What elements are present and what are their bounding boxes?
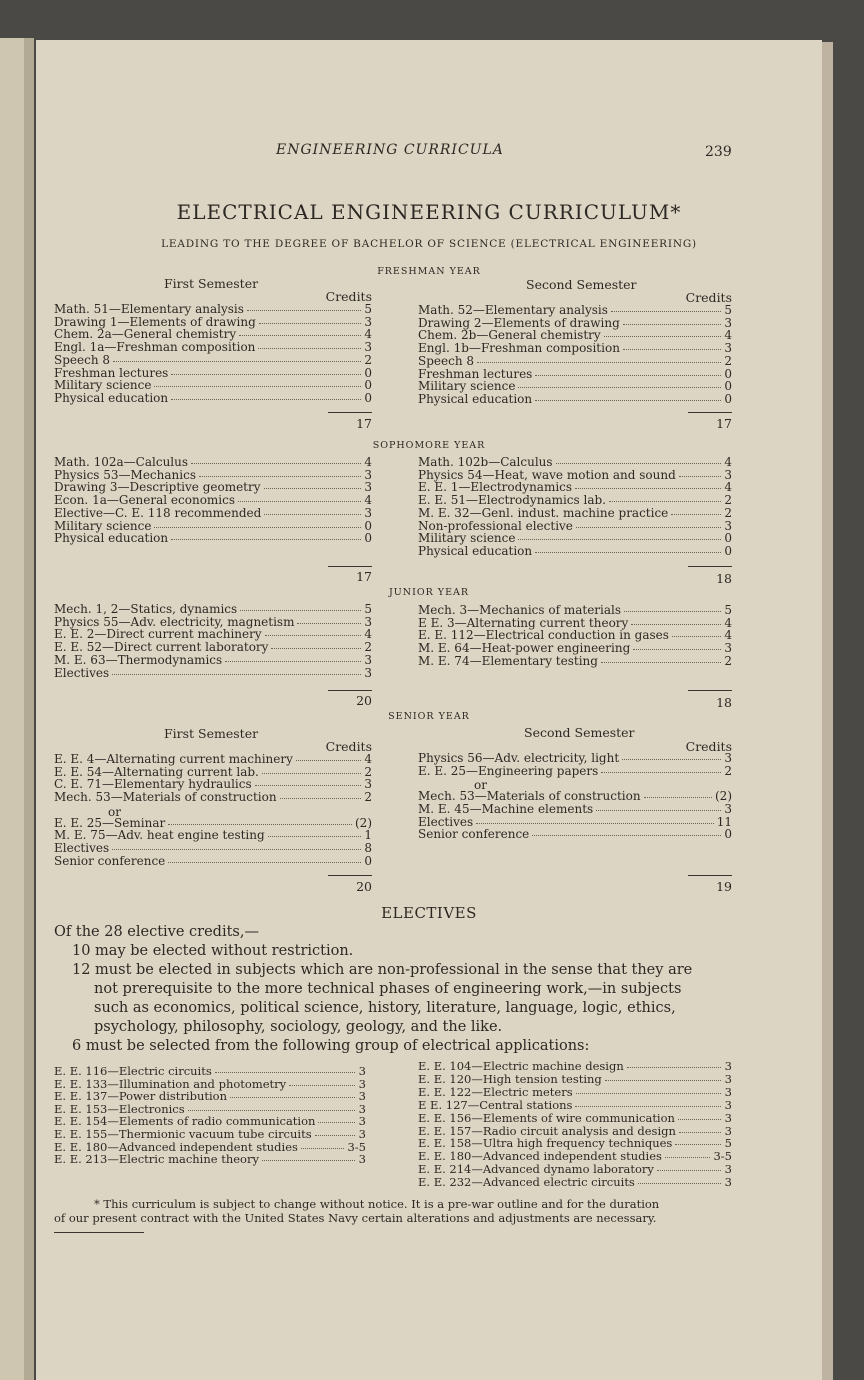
electives-rule-2-cont: psychology, philosophy, sociology, geology, and the like. [94, 1019, 503, 1035]
course-credits: 3 [724, 1071, 732, 1086]
dot-leader [532, 834, 721, 836]
course-credits: 3 [724, 1097, 732, 1112]
dot-leader [638, 1182, 721, 1184]
course-name: Senior conference [418, 827, 530, 842]
course-name: E E. 127—Central stations [418, 1097, 573, 1112]
credits-label-left: Credits [325, 739, 372, 754]
course-credits: 3 [724, 1084, 732, 1099]
course-name: E. E. 133—Illumination and photometry [54, 1076, 287, 1091]
course-credits: 3 [358, 1152, 366, 1167]
total-rule [688, 412, 732, 413]
course-name: Math. 51—Elementary analysis [54, 302, 244, 316]
course-credits: 3 [724, 1059, 732, 1073]
course-credits: 4 [724, 328, 732, 343]
dot-leader [609, 500, 721, 502]
course-credits: 0 [724, 366, 732, 381]
course-name: Physics 56—Adv. electricity, light [418, 751, 620, 765]
first-semester-heading: First Semester [164, 276, 259, 291]
course-row [54, 1153, 366, 1166]
course-credits: 3 [358, 1101, 366, 1116]
dot-leader [601, 771, 721, 773]
course-credits: 4 [364, 627, 372, 642]
course-name: Physical education [54, 390, 169, 405]
book-page [36, 40, 822, 1380]
course-name: Electives [54, 665, 110, 680]
course-row [418, 355, 732, 368]
course-credits: 0 [724, 827, 732, 842]
dot-leader [168, 823, 352, 825]
freshman-first-total: 17 [356, 416, 372, 431]
dot-leader [624, 610, 721, 612]
course-name: E. E. 1—Electrodynamics [418, 480, 573, 495]
electives-rule-3: 6 must be selected from the following group of electrical applications: [72, 1038, 590, 1054]
dot-leader [264, 513, 361, 515]
total-rule [688, 690, 732, 691]
course-row [418, 803, 732, 816]
dot-leader [678, 1118, 721, 1120]
dot-leader [289, 1084, 355, 1086]
course-name: Physics 54—Heat, wave motion and sound [418, 467, 676, 482]
course-name: Speech 8 [54, 352, 111, 367]
course-credits: (2) [355, 815, 372, 830]
page-subtitle: LEADING TO THE DEGREE OF BACHELOR OF SCIENCE (ELECTRICAL ENGINEERING) [161, 238, 697, 250]
course-name: Military science [54, 378, 152, 393]
dot-leader [297, 622, 361, 624]
running-title: ENGINEERING CURRICULA [276, 142, 504, 158]
senior-second-total: 19 [716, 879, 732, 894]
dot-leader [238, 500, 361, 502]
dot-leader [575, 487, 721, 489]
course-credits: 4 [724, 628, 732, 643]
course-credits: (2) [715, 789, 732, 804]
course-credits: 4 [364, 327, 372, 342]
course-credits: 3 [724, 801, 732, 816]
course-name: E. E. 25—Seminar [54, 815, 166, 830]
course-name: E. E. 158—Ultra high frequency techniques [418, 1136, 673, 1151]
course-name: M. E. 64—Heat-power engineering [418, 641, 631, 656]
course-credits: 3 [364, 467, 372, 482]
dot-leader [644, 796, 712, 798]
dot-leader [611, 310, 721, 312]
dot-leader [168, 861, 361, 863]
course-name: E. E. 180—Advanced independent studies [418, 1149, 662, 1164]
dot-leader [112, 673, 361, 675]
course-credits: 2 [364, 790, 372, 805]
course-row [418, 1073, 732, 1086]
book-gutter [24, 38, 34, 1380]
course-row [54, 532, 372, 545]
dot-leader [171, 373, 361, 375]
or-connector-right: or [474, 778, 487, 792]
course-credits: 4 [364, 493, 372, 508]
course-name: Physical education [418, 543, 533, 558]
course-name: E E. 3—Alternating current theory [418, 615, 629, 630]
course-credits: 3 [358, 1064, 366, 1078]
course-name: Drawing 3—Descriptive geometry [54, 480, 261, 495]
course-name: E. E. 4—Alternating current machinery [54, 752, 293, 766]
course-credits: 2 [724, 505, 732, 520]
course-row [418, 828, 732, 841]
course-credits: 3 [724, 1175, 732, 1190]
dot-leader [535, 399, 721, 401]
course-credits: 3 [358, 1114, 366, 1129]
dot-leader [633, 648, 721, 650]
dot-leader [265, 634, 361, 636]
course-name: E. E. 153—Electronics [54, 1101, 185, 1116]
course-credits: 3 [364, 480, 372, 495]
total-rule [328, 412, 372, 413]
course-name: E. E. 154—Elements of radio communication [54, 1114, 316, 1129]
junior-second-total: 18 [716, 695, 732, 710]
dot-leader [576, 526, 721, 528]
course-name: Chem. 2a—General chemistry [54, 327, 237, 342]
course-name: E. E. 214—Advanced dynamo laboratory [418, 1162, 654, 1177]
course-credits: 3 [358, 1127, 366, 1141]
course-name: Math. 102a—Calculus [54, 455, 189, 469]
course-name: E. E. 25—Engineering papers [418, 763, 599, 778]
dot-leader [171, 398, 361, 400]
course-credits: 0 [364, 518, 372, 533]
second-semester-heading: Second Semester [526, 277, 637, 292]
course-credits: 3 [724, 315, 732, 330]
course-name: E. E. 137—Power distribution [54, 1089, 227, 1104]
course-credits: 3 [364, 665, 372, 680]
dot-leader [318, 1121, 355, 1123]
total-rule [328, 875, 372, 876]
course-credits: 0 [364, 365, 372, 380]
dot-leader [672, 635, 721, 637]
junior-first-total: 20 [356, 693, 372, 708]
dot-leader [596, 809, 721, 811]
dot-leader [112, 848, 361, 850]
course-name: Drawing 2—Elements of drawing [418, 315, 620, 330]
course-row [418, 765, 732, 778]
course-name: E. E. 104—Electric machine design [418, 1059, 624, 1073]
footnote-line-1: * This curriculum is subject to change without notice. It is a pre-war outline and for the duration [94, 1197, 660, 1211]
dot-leader [225, 660, 361, 662]
course-name: Freshman lectures [418, 366, 533, 381]
course-name: Military science [54, 518, 152, 533]
course-credits: 2 [724, 763, 732, 778]
course-credits: 4 [724, 480, 732, 495]
dot-leader [518, 538, 721, 540]
course-credits: 0 [364, 531, 372, 546]
or-connector-left: or [108, 805, 121, 819]
dot-leader [271, 647, 361, 649]
course-credits: 4 [364, 752, 372, 766]
course-credits: 0 [724, 379, 732, 394]
course-name: E. E. 112—Electrical conduction in gases [418, 628, 669, 643]
course-name: C. E. 71—Elementary hydraulics [54, 777, 252, 792]
freshman-year-heading: FRESHMAN YEAR [377, 266, 481, 277]
course-credits: 5 [724, 603, 732, 617]
course-name: E. E. 232—Advanced electric circuits [418, 1175, 635, 1190]
course-credits: 2 [364, 640, 372, 655]
course-credits: 0 [724, 391, 732, 406]
dot-leader [601, 661, 721, 663]
second-semester-heading: Second Semester [524, 725, 635, 740]
course-name: E. E. 54—Alternating current lab. [54, 764, 259, 779]
course-name: E. E. 213—Electric machine theory [54, 1152, 259, 1167]
course-name: E. E. 155—Thermionic vacuum tube circuits [54, 1127, 312, 1141]
course-name: Physical education [54, 531, 169, 546]
course-name: Physical education [418, 391, 533, 406]
dot-leader [262, 772, 361, 774]
junior-year-heading: JUNIOR YEAR [388, 587, 470, 598]
course-name: Engl. 1a—Freshman composition [54, 340, 256, 355]
course-row [54, 354, 372, 367]
course-credits: 3 [364, 614, 372, 629]
course-name: E. E. 52—Direct current laboratory [54, 640, 269, 655]
course-row [54, 667, 372, 680]
electives-rule-2: 12 must be elected in subjects which are non-professional in the sense that they are [72, 962, 693, 978]
course-name: Speech 8 [418, 353, 475, 368]
dot-leader [605, 1079, 721, 1081]
course-row [418, 507, 732, 520]
course-credits: 3 [724, 1123, 732, 1138]
course-name: Mech. 3—Mechanics of materials [418, 603, 622, 617]
dot-leader [215, 1071, 355, 1073]
freshman-second-total: 17 [716, 416, 732, 431]
dot-leader [188, 1109, 355, 1111]
dot-leader [262, 1159, 355, 1161]
electives-rule-1: 10 may be elected without restriction. [72, 943, 354, 959]
course-credits: 4 [364, 455, 372, 469]
dot-leader [576, 1092, 721, 1094]
course-credits: 5 [364, 302, 372, 316]
dot-leader [675, 1143, 721, 1145]
course-name: Military science [418, 379, 516, 394]
course-credits: 0 [364, 378, 372, 393]
dot-leader [154, 385, 361, 387]
course-credits: 2 [724, 353, 732, 368]
dot-leader [679, 1131, 721, 1133]
dot-leader [535, 551, 721, 553]
dot-leader [535, 374, 721, 376]
course-name: M. E. 45—Machine elements [418, 801, 594, 816]
course-credits: 3 [364, 652, 372, 667]
course-name: Military science [418, 531, 516, 546]
course-name: Chem. 2b—General chemistry [418, 328, 601, 343]
course-credits: 4 [724, 615, 732, 630]
course-name: E. E. 120—High tension testing [418, 1071, 602, 1086]
dot-leader [255, 784, 361, 786]
course-name: M. E. 63—Thermodynamics [54, 652, 223, 667]
course-credits: 0 [724, 543, 732, 558]
course-credits: 11 [716, 814, 732, 829]
course-name: Physics 53—Mechanics [54, 467, 196, 482]
course-name: Freshman lectures [54, 365, 169, 380]
course-name: M. E. 32—Genl. indust. machine practice [418, 505, 669, 520]
credits-label-right: Credits [685, 290, 732, 305]
course-credits: 4 [724, 455, 732, 469]
dot-leader [259, 322, 361, 324]
dot-leader [315, 1134, 355, 1136]
first-semester-heading: First Semester [164, 726, 259, 741]
course-name: Math. 52—Elementary analysis [418, 303, 608, 317]
course-name: Drawing 1—Elements of drawing [54, 314, 256, 329]
course-credits: 0 [724, 531, 732, 546]
page-title: ELECTRICAL ENGINEERING CURRICULUM* [176, 200, 682, 224]
course-row [418, 545, 732, 558]
dot-leader [199, 475, 361, 477]
course-row [418, 1176, 732, 1189]
dot-leader [247, 309, 361, 311]
course-row [54, 842, 372, 855]
senior-year-heading: SENIOR YEAR [388, 711, 470, 722]
course-credits: 3 [724, 1110, 732, 1125]
dot-leader [230, 1096, 355, 1098]
sophomore-first-total: 17 [356, 569, 372, 584]
course-credits: 2 [364, 352, 372, 367]
dot-leader [280, 797, 361, 799]
dot-leader [623, 348, 721, 350]
dot-leader [154, 526, 361, 528]
course-row [54, 392, 372, 405]
dot-leader [631, 623, 721, 625]
course-credits: 3 [724, 341, 732, 356]
course-name: Electives [54, 840, 110, 855]
course-credits: 3 [724, 641, 732, 656]
electives-intro: Of the 28 elective credits,— [54, 924, 259, 940]
course-name: Electives [418, 814, 474, 829]
dot-leader [240, 609, 361, 611]
dot-leader [671, 513, 721, 515]
footnote-rule [54, 1232, 144, 1233]
dot-leader [657, 1169, 721, 1171]
total-rule [688, 566, 732, 567]
footnote-line-2: of our present contract with the United States Navy certain alterations and adjustments are necessary. [54, 1211, 657, 1225]
course-credits: 3 [364, 505, 372, 520]
course-row [418, 393, 732, 406]
course-name: M. E. 74—Elementary testing [418, 653, 598, 668]
course-name: E. E. 122—Electric meters [418, 1084, 573, 1099]
dot-leader [301, 1147, 345, 1149]
course-credits: 8 [364, 840, 372, 855]
course-row [54, 855, 372, 868]
course-credits: 3 [724, 467, 732, 482]
course-credits: 3 [358, 1076, 366, 1091]
course-name: E. E. 51—Electrodynamics lab. [418, 493, 606, 508]
page-number: 239 [705, 144, 732, 160]
dot-leader [296, 759, 361, 761]
credits-label-left: Credits [325, 289, 372, 304]
course-row [54, 654, 372, 667]
course-credits: 2 [724, 653, 732, 668]
course-row [418, 1086, 732, 1099]
course-name: Econ. 1a—General economics [54, 493, 236, 508]
course-name: M. E. 75—Adv. heat engine testing [54, 828, 265, 843]
course-name: E. E. 180—Advanced independent studies [54, 1139, 298, 1154]
course-credits: 0 [364, 853, 372, 868]
total-rule [328, 566, 372, 567]
sophomore-year-heading: SOPHOMORE YEAR [372, 440, 486, 451]
course-name: Elective—C. E. 118 recommended [54, 505, 262, 520]
course-credits: 0 [364, 390, 372, 405]
course-row [54, 507, 372, 520]
dot-leader [239, 334, 361, 336]
course-name: E. E. 157—Radio circuit analysis and design [418, 1123, 676, 1138]
course-name: E. E. 116—Electric circuits [54, 1064, 212, 1078]
course-credits: 1 [364, 828, 372, 843]
dot-leader [575, 1105, 721, 1107]
total-rule [328, 690, 372, 691]
course-credits: 3 [724, 518, 732, 533]
course-name: E. E. 156—Elements of wire communication [418, 1110, 675, 1125]
dot-leader [191, 462, 361, 464]
course-credits: 2 [364, 764, 372, 779]
course-name: Mech. 53—Materials of construction [418, 789, 641, 804]
dot-leader [477, 361, 721, 363]
dot-leader [171, 538, 361, 540]
dot-leader [268, 835, 361, 837]
credits-label-right: Credits [685, 739, 732, 754]
course-row [54, 791, 372, 804]
course-credits: 3 [358, 1089, 366, 1104]
dot-leader [622, 758, 721, 760]
course-credits: 2 [724, 493, 732, 508]
course-credits: 5 [364, 602, 372, 616]
page-stack-edge [821, 42, 833, 1380]
dot-leader [476, 822, 714, 824]
course-name: Mech. 1, 2—Statics, dynamics [54, 602, 238, 616]
course-credits: 5 [724, 1136, 732, 1151]
dot-leader [518, 386, 721, 388]
course-name: Physics 55—Adv. electricity, magnetism [54, 614, 295, 629]
electives-rule-2-cont: such as economics, political science, history, literature, language, logic, ethics, [94, 1000, 676, 1016]
electives-heading: ELECTIVES [381, 904, 477, 922]
course-credits: 3-5 [347, 1139, 366, 1154]
dot-leader [604, 335, 721, 337]
dot-leader [665, 1156, 711, 1158]
course-credits: 3 [724, 751, 732, 765]
course-name: Mech. 53—Materials of construction [54, 790, 277, 805]
dot-leader [679, 475, 721, 477]
course-row [418, 655, 732, 668]
sophomore-second-total: 18 [716, 571, 732, 586]
course-name: Engl. 1b—Freshman composition [418, 341, 620, 356]
course-credits: 3 [364, 314, 372, 329]
course-row [418, 1099, 732, 1112]
dot-leader [556, 462, 721, 464]
course-credits: 5 [724, 303, 732, 317]
dot-leader [627, 1066, 721, 1068]
senior-first-total: 20 [356, 879, 372, 894]
dot-leader [113, 360, 361, 362]
course-name: Math. 102b—Calculus [418, 455, 553, 469]
total-rule [688, 875, 732, 876]
course-name: E. E. 2—Direct current machinery [54, 627, 262, 642]
dot-leader [258, 347, 361, 349]
course-credits: 3-5 [713, 1149, 732, 1164]
dot-leader [264, 487, 361, 489]
course-credits: 3 [724, 1162, 732, 1177]
electives-rule-2-cont: not prerequisite to the more technical phases of engineering work,—in subjects [94, 981, 682, 997]
course-row [418, 1112, 732, 1125]
course-credits: 3 [364, 340, 372, 355]
course-name: Senior conference [54, 853, 166, 868]
course-name: Non-professional elective [418, 518, 573, 533]
course-credits: 3 [364, 777, 372, 792]
dot-leader [623, 323, 721, 325]
